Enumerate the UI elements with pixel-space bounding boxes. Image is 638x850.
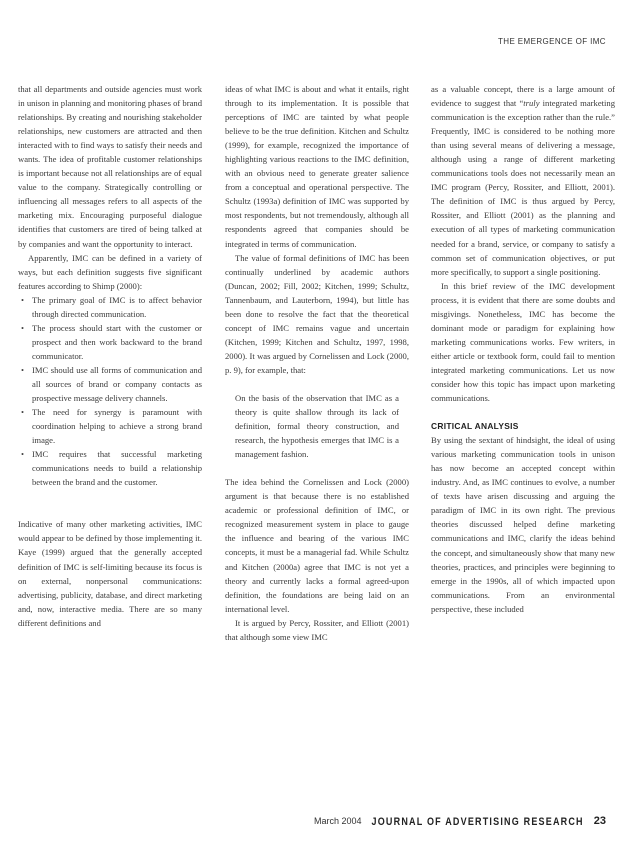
paragraph: In this brief review of the IMC development process, it is evident that there are some doubts and misgivings. Nonetheless, IMC has become the dominant mode or paradigm for explaining how marketing communications works. Few writers, in either article or textbook form, could fail to mention integrated marketing communications. Let us now consider how this topic has impact upon marketing communications. [431,280,615,404]
bullet-item: • IMC requires that successful marketing communications needs to build a relationship between the brand and the customer. [18,447,202,489]
issue-date: March 2004 [314,816,362,826]
bullet-item: • The need for synergy is paramount with coordination helping to achieve a strong brand image. [18,405,202,447]
text-run: integrated marketing communication is the exception rather than the rule.” Frequently, IMC is considered to be nothing more than using several means of delivering a message, although using a range of different marketing communications tools does not necessarily mean an IMC program (Percy, Rossiter, and Elliott, 2001). The definition of IMC is thus argued by Percy, Rossiter, and Elliott (2001) as the planning and execution of all types of marketing communication needed for a brand, service, or company to satisfy a common set of communication objectives, or put more specifically, to support a single positioning. [431,98,616,277]
paragraph: Indicative of many other marketing activities, IMC would appear to be defined by those implementing it. Kaye (1999) argued that the generally accepted definition of IMC is self-limiting because its focus is on external, nonpersonal communications: advertising, publicity, database, and direct marketing and, now, interactive media. There are so many different definitions and [18,519,202,628]
bullet-item: • IMC should use all forms of communication and all sources of brand or company contacts as prospective message delivery channels. [18,363,202,405]
bullet-item: • The process should start with the customer or prospect and then work backward to the brand communicator. [18,321,202,363]
column-3 [431,82,615,616]
section-heading: CRITICAL ANALYSIS [431,421,519,432]
column-1 [18,82,202,630]
paragraph: Apparently, IMC can be defined in a variety of ways, but each definition suggests five significant features according to Shimp (2000): [18,252,202,291]
running-header: THE EMERGENCE OF IMC [497,37,606,46]
page-number: 23 [593,815,606,827]
paragraph: ideas of what IMC is about and what it entails, right through to its implementation. It is possible that perceptions of IMC are tainted by what people believe to be the true definition. Kitchen and Schultz (1999), for example, recognized the importance of highlighting various reactions to the IMC definition, with an obvious need to generate greater salience from a conceptual and operational perspective. The Schultz (1993a) definition of IMC was supported by most respondents, but not tremendously, although all respondents agreed that companies should be integrated in terms of communication. [225,84,409,249]
text-run: as a valuable concept, there is a large amount of evidence to suggest that “ [431,84,615,109]
paragraph: It is argued by Percy, Rossiter, and Elliott (2001) that although some view IMC [225,617,409,642]
journal-title: JOURNAL OF ADVERTISING RESEARCH [371,814,584,828]
paragraph: By using the sextant of hindsight, the ideal of using various marketing communication tools in unison has now become an accepted concept within industry. And, as IMC continues to evolve, a number of texts have arisen discussing and arguing the paradigm of IMC in its own right. The previous theories discussed helped define marketing communications and IMC, clarify the ideas behind the concept, and simultaneously show that many new theories, practices, and principles were beginning to emerge in the 1990s, all of which impacted upon communications. From an environmental perspective, these included [431,435,615,614]
emphasis: truly [523,98,540,109]
page-footer [314,815,606,827]
paragraph: The value of formal definitions of IMC has been continually underlined by academic authors (Duncan, 2002; Fill, 2002; Kitchen, 1999; Schultz, Tannenbaum, and Lauterborn, 1994), but little has been done to resolve the fact that the theoretical concept of IMC remains vague and uncertain (Kitchen, 1999; Kitchen and Schultz, 1997, 1998, 2000). It was argued by Cornelissen and Lock (2000, p. 9), for example, that: [225,252,409,375]
bullet-item: • The primary goal of IMC is to affect behavior through directed communication. [18,293,202,321]
bullet-list [18,293,202,490]
paragraph [431,82,615,279]
paragraph: The idea behind the Cornelissen and Lock (2000) argument is that because there is no established academic or professional definition of IMC, or recognized measurement system in place to gauge the influence and bearing of the various IMC concepts, it must be a managerial fad. While Schultz and Kitchen (2000a) agree that IMC is not yet a theory and currently lacks a formal agreed-upon definition, the foundations are being laid on an international level. [225,477,409,614]
paragraph: that all departments and outside agencies must work in unison in planning and monitoring phases of brand relationships. By creating and nourishing stakeholder relationships, new customers are attracted and then interacted with to find ways to satisfy their needs and wants. The idea of profitable customer relationships is important because not all relationships are of equal value to the company. Strategically controlling or influencing all messages refers to all aspects of the marketing mix. Encouraging purposeful dialogue identifies that customers are tired of being talked at by companies and want the opportunity to interact. [18,84,202,249]
block-quote: On the basis of the observation that IMC as a theory is quite shallow through its lack of definition, formal theory construction, and research, the hypothesis emerges that IMC is a management fashion. [235,392,399,460]
column-2 [225,82,409,644]
